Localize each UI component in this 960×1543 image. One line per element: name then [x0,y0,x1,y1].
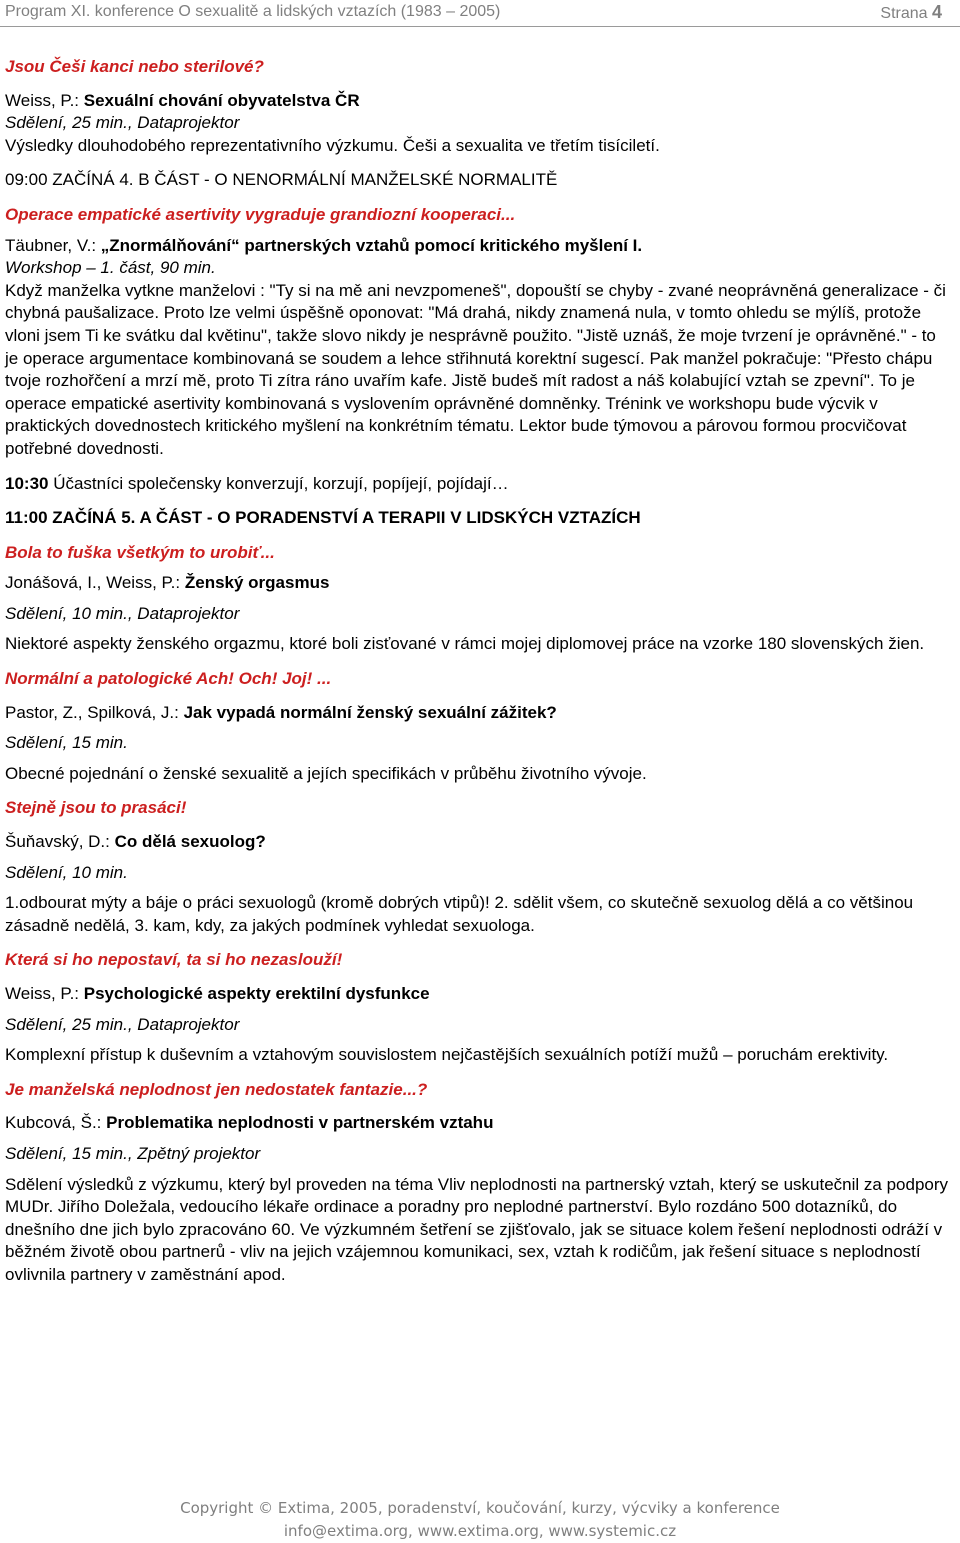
footer-copyright: Copyright © Extima, 2005, poradenství, koučování, kurzy, výcviky a konference [180,1499,780,1517]
session-speaker-line [5,702,953,725]
speaker: Weiss, P.: [5,984,84,1003]
talk-title: Jak vypadá normální ženský sexuální zážitek? [183,702,557,722]
talk-title: Ženský orgasmus [184,573,330,593]
session-heading: Je manželská neplodnost jen nedostatek fantazie...? [5,1079,428,1099]
break-line [5,473,953,496]
talk-format: Sdělení, 10 min. [5,862,128,882]
session-speaker-line [5,1112,953,1135]
speaker: Jonášová, I., Weiss, P.: [5,573,185,593]
session-heading: Jsou Češi kanci nebo sterilové? [5,57,264,76]
talk-equipment: , Dataprojektor [127,1014,240,1034]
talk-title: Problematika neplodnosti v partnerském vztahu [106,1113,494,1133]
speaker: Pastor, Z., Spilková, J.: [5,702,184,722]
talk-format: Workshop – 1. část, 90 min. [5,258,216,278]
talk-format-line [5,112,953,135]
talk-abstract: Výsledky dlouhodobého reprezentativního výzkumu. Češi a sexualita ve třetím tisíciletí. [5,135,660,155]
talk-format: Sdělení, 15 min. [5,733,128,753]
page-number: 4 [931,2,942,22]
talk-format: Sdělení, 25 min. [5,1014,128,1034]
talk-format: Sdělení, 15 min. [5,1143,128,1163]
speaker: Kubcová, Š.: [5,1113,107,1133]
speaker: Weiss, P.: [5,90,84,110]
talk-equipment: , Dataprojektor [127,113,240,133]
footer-contacts: info@extima.org, www.extima.org, www.systemic.cz [283,1522,677,1540]
talk-format: Sdělení, 25 min. [5,113,128,133]
part-heading [5,169,953,192]
session-heading: Normální a patologické Ach! Och! Joj! ... [5,669,332,689]
break-text: Účastníci společensky konverzují, korzují, popíjejí, pojídají… [53,473,509,493]
session-speaker-line [5,983,953,1006]
program-content [5,56,953,1287]
talk-title: „Znormálňování“ partnerských vztahů pomocí kritického myšlení I. [100,235,643,255]
session-speaker-line [5,235,953,258]
talk-format-line [5,1014,953,1037]
abstract-part-1: Když manželka vytkne manželovi : "Ty si na mě ani nevzpomeneš", dopouští se chyby - zvané neoprávněná generalizace - či chybná paušalizace. [5,280,946,323]
talk-abstract: 1.odbourat mýty a báje o práci sexuologů (kromě dobrých vtipů)! 2. sdělit všem, co skutečně sexuolog dělá a co většinou zásadně nedělá, 3. kam, kdy, za jakých podmínek vyhledat sexuologa. [5,893,914,935]
talk-title: Psychologické aspekty erektilní dysfunkce [83,984,430,1003]
page-indicator [880,0,942,26]
abstract-part-2: Proto lze velmi úspěšně oponovat: "Má drahá, nikdy znamená nula, v tomto ohledu se mýlíš, protože vloni jsem Ti ke svátku dal květinu", takže slovo nikdy je nesprávně použito. "Jistě uznáš, že moje tvrzení je oprávněné." - to je operace argumentace kombinovaná se soudem a lehce střihnutá korektní sugescí. Pak manžel pokračuje: "Přesto chápu tvoje rozhořčení a mrzí mě, proto Ti zítra ráno uvařím kafe. Jistě budeš mít radost a náš kolabující vztah se zpevní". To je operace empatické asertivity kombinovaná s vyslovením oprávněné domněnky. Trénink ve workshopu bude výcvik v praktických dovednostech kritického myšlení na konkrétním tématu. Lektor bude týmovou a párovou formou procvičovat potřebné dovednosti. [5,303,936,458]
header-title: Program XI. konference O sexualitě a lidských vztazích (1983 – 2005) [5,3,501,20]
session-speaker-line [5,831,953,854]
page-header [0,0,960,27]
page-label: Strana [880,5,928,22]
page-footer [0,1497,960,1543]
session-speaker-line [5,90,953,113]
talk-format: Sdělení, 10 min. [5,603,128,623]
talk-format-line [5,603,953,626]
talk-abstract: Komplexní přístup k duševním a vztahovým souvislostem nejčastějších sexuálních potíží mužů – poruchám erektivity. [5,1045,889,1065]
part-heading: 11:00 ZAČÍNÁ 5. A ČÁST - O PORADENSTVÍ A TERAPII V LIDSKÝCH VZTAZÍCH [5,508,641,528]
talk-equipment: , Dataprojektor [127,603,240,623]
session-heading: Bola to fuška všetkým to urobiť... [5,542,275,562]
session-heading: Operace empatické asertivity vygraduje grandiozní kooperaci... [5,204,516,224]
part-title: B ČÁST - O NENORMÁLNÍ MANŽELSKÉ NORMALITĚ [138,170,558,190]
talk-format-line [5,1143,953,1166]
session-speaker-line [5,572,953,595]
break-time: 10:30 [5,473,54,493]
talk-abstract: Obecné pojednání o ženské sexualitě a jejích specifikách v průběhu životního vývoje. [5,763,647,783]
speaker: Täubner, V.: [5,235,101,255]
talk-abstract [5,280,953,461]
talk-title: Sexuální chování obyvatelstva ČR [83,90,360,110]
talk-title: Co dělá sexuolog? [114,832,266,852]
talk-abstract: Sdělení výsledků z výzkumu, který byl proveden na téma Vliv neplodnosti na partnerský vztah, který se uskutečnil za podpory MUDr. Jiřího Doležala, vedoucího lékaře ordinace a poradny pro neplodné partnerství. Bylo rozdáno 500 dotazníků, do dnešního dne jich bylo zpracováno 60. Ve výzkumném šetření se zjišťovalo, jak se situace kolem řešení neplodnosti odráží v běžném životě obou partnerů - vliv na jejich vzájemnou komunikaci, sex, vztah k rodičům, jak řešení situace s neplodností ovlivnila partnery v zaměstnání apod. [5,1174,949,1284]
talk-abstract: Niektoré aspekty ženského orgazmu, ktoré boli zisťované v rámci mojej diplomovej práce na vzorke 180 slovenských žien. [5,634,925,654]
speaker: Šuňavský, D.: [5,832,115,852]
session-heading: Stejně jsou to prasáci! [5,798,187,818]
session-heading: Která si ho nepostaví, ta si ho nezaslouží! [5,950,343,970]
part-time: 09:00 ZAČÍNÁ 4. [5,170,139,190]
talk-equipment: , Zpětný projektor [127,1143,261,1163]
